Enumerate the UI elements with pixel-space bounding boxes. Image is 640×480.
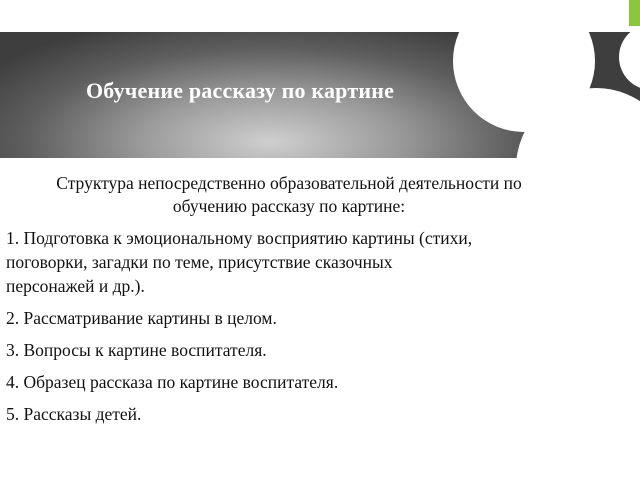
list-item <box>6 402 586 426</box>
list-item-line: 3. Вопросы к картине воспитателя. <box>6 340 267 360</box>
structure-list <box>0 226 620 426</box>
list-item <box>6 338 586 362</box>
heading-line: Структура непосредственно образовательной деятельности по <box>56 173 522 193</box>
list-item-line: поговорки, загадки по теме, присутствие сказочных <box>6 252 393 272</box>
list-item-line: 2. Рассматривание картины в целом. <box>6 308 277 328</box>
list-item-line: 5. Рассказы детей. <box>6 404 142 424</box>
heading-line: обучению рассказу по картине: <box>172 196 406 216</box>
list-item <box>6 226 586 298</box>
slide-title: Обучение рассказу по картине <box>86 78 395 103</box>
structure-heading <box>0 172 578 218</box>
slide-content <box>0 172 620 434</box>
decorative-circle <box>619 32 640 90</box>
list-item-line: персонажей и др.). <box>6 276 145 296</box>
list-item-line: 4. Образец рассказа по картине воспитателя. <box>6 372 339 392</box>
list-item-line: 1. Подготовка к эмоциональному восприятию картины (стихи, <box>6 228 473 248</box>
list-item <box>6 306 586 330</box>
list-item <box>6 370 586 394</box>
accent-bar <box>629 0 640 26</box>
